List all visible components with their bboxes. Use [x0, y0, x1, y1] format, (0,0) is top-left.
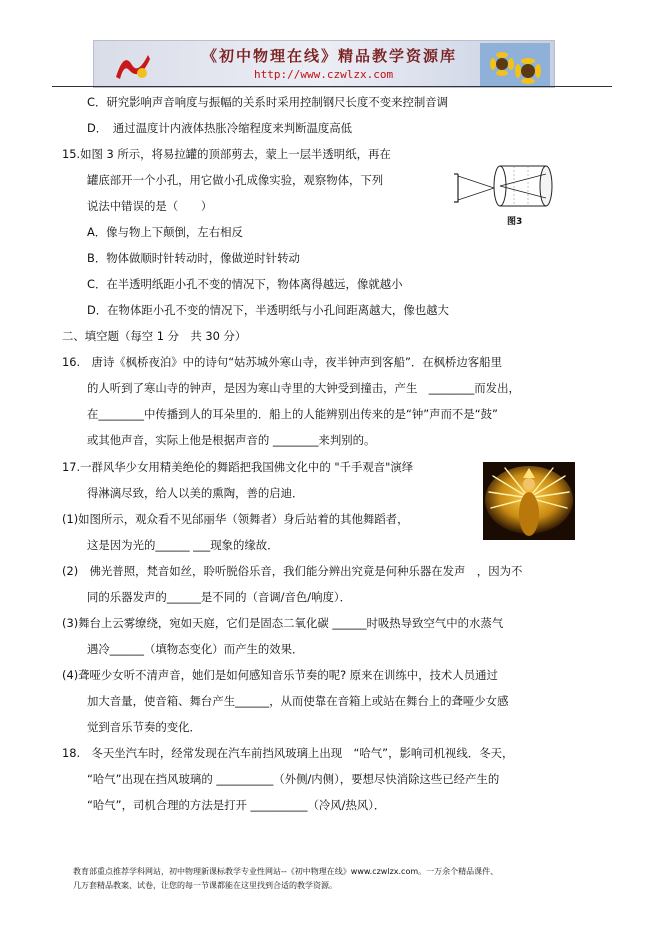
q17-part4-line1: (4)聋哑少女听不清声音，她们是如何感知音乐节奏的呢? 原来在训练中，技术人员通过 — [62, 668, 498, 682]
q15-stem-line2: 罐底部开一个小孔，用它做小孔成像实验，观察物体，下列 — [87, 173, 384, 187]
banner-title: 《初中物理在线》精品教学资源库 — [202, 47, 458, 65]
q18-line2: “哈气”出现在挡风玻璃的 __________（外侧/内侧），要想尽快消除这些已经产生的 — [87, 772, 500, 786]
q14-option-c: C．研究影响声音响度与振幅的关系时采用控制钢尺长度不变来控制音调 — [87, 95, 449, 109]
q15-option-b: B．物体做顺时针转动时，像做逆时针转动 — [87, 251, 300, 265]
q17-line1: 17.一群风华少女用精美绝伦的舞蹈把我国佛文化中的 "千手观音"演绎 — [62, 460, 414, 474]
q17-part1-line1: (1)如图所示，观众看不见邰丽华（领舞者）身后站着的其他舞蹈者， — [62, 512, 409, 526]
q16-line3: 在________中传播到人的耳朵里的．船上的人能辨别出传来的是“钟”声而不是“鼓” — [87, 407, 498, 421]
q18-line3: “哈气”，司机合理的方法是打开 __________（冷风/热风）． — [87, 798, 386, 812]
header-banner — [93, 40, 555, 88]
q16-line2: 的人听到了寒山寺的钟声，是因为寒山寺里的大钟受到撞击，产生 ________而发出， — [87, 381, 520, 395]
q17-line2: 得淋漓尽致，给人以美的熏陶，善的启迪． — [87, 486, 304, 500]
footer-line1: 教育部重点推荐学科网站，初中物理新课标教学专业性网站--《初中物理在线》www.czwlzx.com。一万余个精品课件、 — [73, 867, 499, 876]
q17-part3-line1: (3)舞台上云雾缭绕，宛如天庭，它们是固态二氧化碳 ______时吸热导致空气中的水蒸气 — [62, 616, 504, 630]
sunflower-icon — [480, 43, 550, 87]
figure3-caption: 图3 — [507, 217, 523, 227]
q15-option-d: D．在物体距小孔不变的情况下，半透明纸与小孔间距离越大，像也越大 — [87, 303, 449, 317]
site-logo-icon — [112, 47, 152, 83]
q17-part2-line1: (2) 佛光普照，梵音如丝，聆听脱俗乐音，我们能分辨出究竟是何种乐器在发声 ，因为不 — [62, 564, 523, 578]
q14-option-d: D． 通过温度计内液体热胀冷缩程度来判断温度高低 — [87, 121, 353, 135]
q17-part4-line3: 觉到音乐节奏的变化． — [87, 720, 201, 734]
pinhole-camera-figure — [452, 162, 562, 222]
footer-line2: 几万套精品教案、试卷，让您的每一节课都能在这里找到合适的教学资源。 — [73, 881, 337, 890]
q17-part1-line2: 这是因为光的______ ___现象的缘故． — [87, 538, 279, 552]
q15-stem-line3: 说法中错误的是（ ） — [87, 199, 213, 213]
q15-stem-line1: 15.如图 3 所示，将易拉罐的顶部剪去，蒙上一层半透明纸，再在 — [62, 147, 391, 161]
q17-part3-line2: 遇冷______（填物态变化）而产生的效果． — [87, 642, 304, 656]
q16-line1: 16. 唐诗《枫桥夜泊》中的诗句“姑苏城外寒山寺，夜半钟声到客船”．在枫桥边客船里 — [62, 355, 502, 369]
q17-part2-line2: 同的乐器发声的______是不同的（音调/音色/响度）． — [87, 590, 351, 604]
q18-line1: 18. 冬天坐汽车时，经常发现在汽车前挡风玻璃上出现 “哈气”，影响司机视线．冬天， — [62, 746, 514, 760]
section-fill-in-heading: 二、填空题（每空 1 分 共 30 分） — [62, 329, 247, 343]
q15-option-c: C．在半透明纸距小孔不变的情况下，物体离得越远，像就越小 — [87, 277, 403, 291]
dance-photo — [483, 462, 575, 540]
q15-option-a: A．像与物上下颠倒，左右相反 — [87, 225, 243, 239]
q16-line4: 或其他声音，实际上他是根据声音的 ________来判别的。 — [87, 433, 376, 447]
banner-url: http://www.czwlzx.com — [254, 68, 394, 81]
header-rule — [52, 86, 612, 87]
q17-part4-line2: 加大音量，使音箱、舞台产生______，从而使靠在音箱上或站在舞台上的聋哑少女感 — [87, 694, 509, 708]
